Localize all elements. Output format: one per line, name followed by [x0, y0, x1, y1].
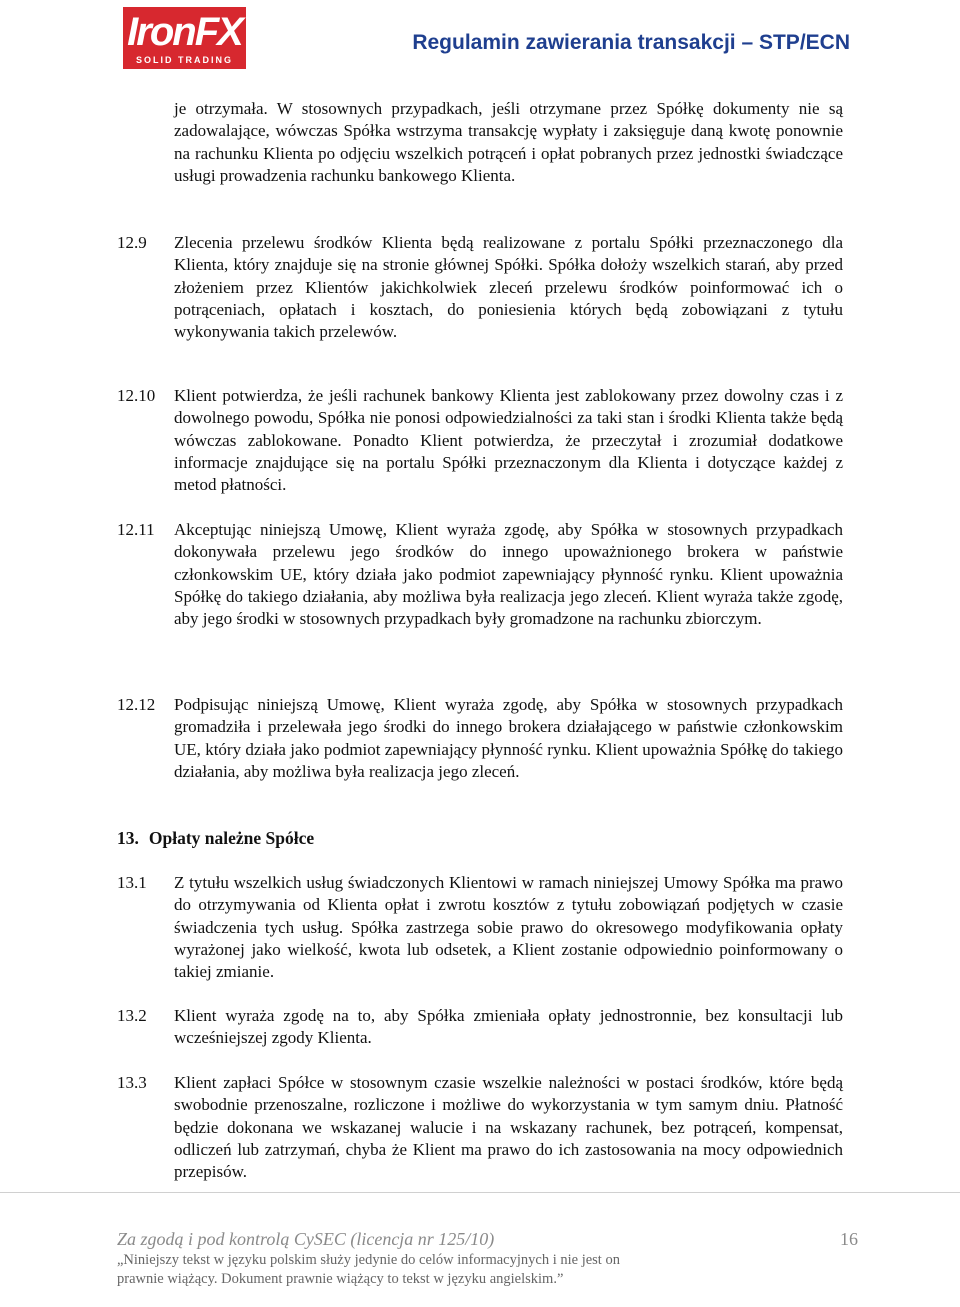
clause-number: 12.11: [117, 520, 155, 539]
document-title: Regulamin zawierania transakcji – STP/ECN: [412, 31, 850, 54]
clause-text: Klient potwierdza, że jeśli rachunek bankowy Klienta jest zablokowany przez dowolny czas i z dowolnego powodu, Spółka nie ponosi odpowiedzialności za taki stan i środki Klienta także będą wówczas zablokowane. Ponadto Klient potwierdza, że przeczytał i zrozumiał dodatkowe informacje znajdujące się na portalu Spółki przeznaczonym dla Klienta i dotyczące każdej z metod płatności.: [174, 386, 843, 495]
company-logo: [123, 7, 246, 69]
continuation-paragraph: je otrzymała. W stosownych przypadkach, jeśli otrzymane przez Spółkę dokumenty nie są zadowalające, wówczas Spółka wstrzyma transakcję wypłaty i zaksięguje daną kwotę ponownie na rachunku Klienta po odjęciu wszelkich potrąceń i opłat pobranych przez jednostki świadczące usługi prowadzenia rachunku bankowego Klienta.: [174, 99, 843, 185]
section-title: Opłaty należne Spółce: [148, 828, 315, 848]
logo-wordmark: IronFX: [127, 10, 242, 54]
clause-number: 12.10: [117, 386, 156, 405]
clause-number: 13.1: [117, 873, 147, 892]
clause-number: 12.9: [117, 233, 147, 252]
section-number: 13.: [117, 828, 139, 848]
clause-text: Z tytułu wszelkich usług świadczonych Klientowi w ramach niniejszej Umowy Spółka ma prawo do otrzymywania od Klienta opłat i zwrotu kosztów z tytułu zobowiązań podjętych w czasie świadczenia tych usług. Spółka zastrzega sobie prawo do okresowego modyfikowania opłaty wyrażonej jako wielkość, kwota lub odsetek, a Klient zostanie odpowiednio poinformowany o takiej zmianie.: [174, 873, 843, 982]
clause-number: 13.2: [117, 1006, 147, 1025]
clause-text: Podpisując niniejszą Umowę, Klient wyraża zgodę, aby Spółka w stosownych przypadkach gromadziła i przelewała jego środki do innego brokera działającego w państwie członkowskim UE, który działa jako podmiot zapewniający płynność rynku. Klient upoważnia Spółkę do takiego działania, aby możliwa była realizacja jego zleceń.: [174, 695, 843, 781]
clause-text: Klient wyraża zgodę na to, aby Spółka zmieniała opłaty jednostronnie, bez konsultacji lub wcześniejszej zgody Klienta.: [174, 1006, 843, 1048]
clause-number: 12.12: [117, 695, 156, 714]
clause-text: Akceptując niniejszą Umowę, Klient wyraża zgodę, aby Spółka w stosownych przypadkach dokonywała przelewu jego środków do innego upoważnionego brokera w państwie członkowskim UE, który działa jako podmiot zapewniający płynność rynku. Klient upoważnia Spółkę do takiego działania, aby możliwa była realizacja jego zleceń. Klient wyraża także zgodę, aby jego środki w stosownych przypadkach były gromadzone na rachunku zbiorczym.: [174, 520, 843, 629]
clause-text: Klient zapłaci Spółce w stosownym czasie wszelkie należności w postaci środków, które będą swobodnie przenoszalne, rozliczone i możliwe do wykorzystania w tym samym dniu. Płatność będzie dokonana we wskazanej walucie i na wskazany rachunek, bez potrąceń, kompensat, odliczeń lub zatrzymań, chyba że Klient ma prawo do ich zastosowania na mocy odpowiednich przepisów.: [174, 1073, 843, 1182]
clause-number: 13.3: [117, 1073, 147, 1092]
clause-text: Zlecenia przelewu środków Klienta będą realizowane z portalu Spółki przeznaczonego dla Klienta, który znajduje się na stronie głównej Spółki. Spółka dołoży wszelkich starań, aby przed złożeniem przez Klientów jakichkolwiek zleceń przelewu środków poinformować ich o potrąceniach, opłatach i kosztach, do poniesienia których będą zobowiązani z tytułu wykonywania takich przelewów.: [174, 233, 843, 342]
logo-tagline: SOLID TRADING: [136, 55, 233, 65]
footer-regulator-credit: Za zgodą i pod kontrolą CySEC (licencja nr 125/10): [117, 1229, 495, 1249]
section-heading: [117, 827, 314, 849]
footer-language-note: „Niniejszy tekst w języku polskim służy jedynie do celów informacyjnych i nie jest on prawnie wiążący. Dokument prawnie wiążący to tekst w języku angielskim.”: [117, 1252, 620, 1287]
footer-divider: [0, 1192, 960, 1193]
page-number: 16: [840, 1229, 858, 1249]
